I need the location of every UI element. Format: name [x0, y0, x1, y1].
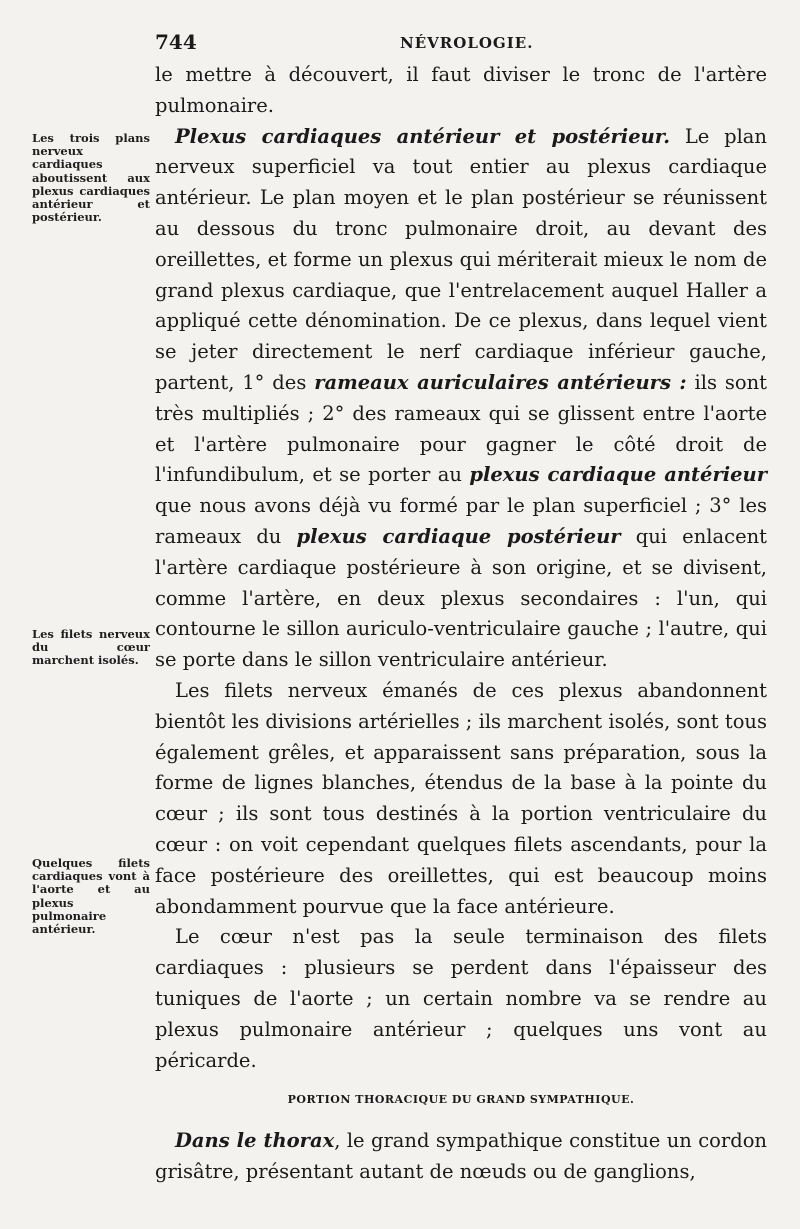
paragraph-3: Les filets nerveux émanés de ces plexus abandonnent bientôt les divisions artérielles ; ils marchent isolés, sont tous également grêles, et apparaissent sans préparation, sous la forme de lignes blanches, étendus de la base à la pointe du cœur ; ils sont tous destinés à la portion ventriculaire du cœur : on voit cependant quelques filets ascendants, pour la face postérieure des oreillettes, qui est beaucoup moins abondamment pourvue que la face antérieure. — [155, 678, 767, 918]
margin-note-1: Les trois plans nerveux cardiaques aboutissent aux plexus cardiaques antérieur et postérieur. — [32, 131, 150, 225]
paragraph-2-italic-1: rameaux auriculaires antérieurs : — [314, 370, 687, 394]
paragraph-2 — [155, 122, 767, 676]
page-number: 744 — [155, 30, 197, 54]
paragraph-5-italic: Dans le thorax — [175, 1129, 335, 1153]
main-text — [155, 60, 767, 1188]
section-heading-plexus: Plexus cardiaques antérieur et postérieur. — [175, 124, 671, 148]
running-head — [155, 28, 767, 58]
paragraph-5 — [155, 1126, 767, 1188]
paragraph-2-text-b: ils sont très multipliés ; 2° des rameaux qui se glissent entre l'aorte et l'artère pulmonaire pour gagner le côté droit de l'infundibulum, et se porter au — [155, 370, 767, 487]
section-title: PORTION THORACIQUE DU GRAND SYMPATHIQUE. — [287, 1093, 635, 1107]
paragraph-5-text: , le grand sympathique constitue un cordon grisâtre, présentant autant de nœuds ou de ganglions, — [155, 1129, 767, 1184]
paragraph-1: le mettre à découvert, il faut diviser le tronc de l'artère pulmonaire. — [155, 63, 767, 117]
paragraph-2-text-c: que nous avons déjà vu formé par le plan superficiel ; 3° les rameaux du — [155, 494, 767, 548]
paragraph-2-italic-2: plexus cardiaque antérieur — [469, 463, 767, 487]
paragraph-2-text-d: qui enlacent l'artère cardiaque postérieure à son origine, et se divisent, comme l'artère, en deux plexus secondaires : l'un, qui contourne le sillon auriculo-ventriculaire gauche ; l'autre, qui se porte dans le sillon ventriculaire antérieur. — [155, 524, 767, 672]
margin-note-2: Les filets nerveux du cœur marchent isolés. — [32, 627, 150, 668]
paragraph-2-text-a: Le plan nerveux superficiel va tout entier au plexus cardiaque antérieur. Le plan moyen et le plan postérieur se réunissent au dessous du tronc pulmonaire droit, au devant des oreillettes, et forme un plexus qui mériterait mieux le nom de grand plexus cardiaque, que l'entrelacement auquel Haller a appliqué cette dénomination. De ce plexus, dans lequel vient se jeter directement le nerf cardiaque inférieur gauche, partent, 1° des — [155, 124, 767, 394]
margin-note-3: Quelques filets cardiaques vont à l'aorte et au plexus pulmonaire antérieur. — [32, 856, 150, 937]
paragraph-4: Le cœur n'est pas la seule terminaison des filets cardiaques : plusieurs se perdent dans l'épaisseur des tuniques de l'aorte ; un certain nombre va se rendre au plexus pulmonaire antérieur ; quelques uns vont au péricarde. — [155, 925, 767, 1072]
running-title: NÉVROLOGIE. — [400, 34, 534, 52]
paragraph-2-italic-3: plexus cardiaque postérieur — [296, 524, 621, 548]
